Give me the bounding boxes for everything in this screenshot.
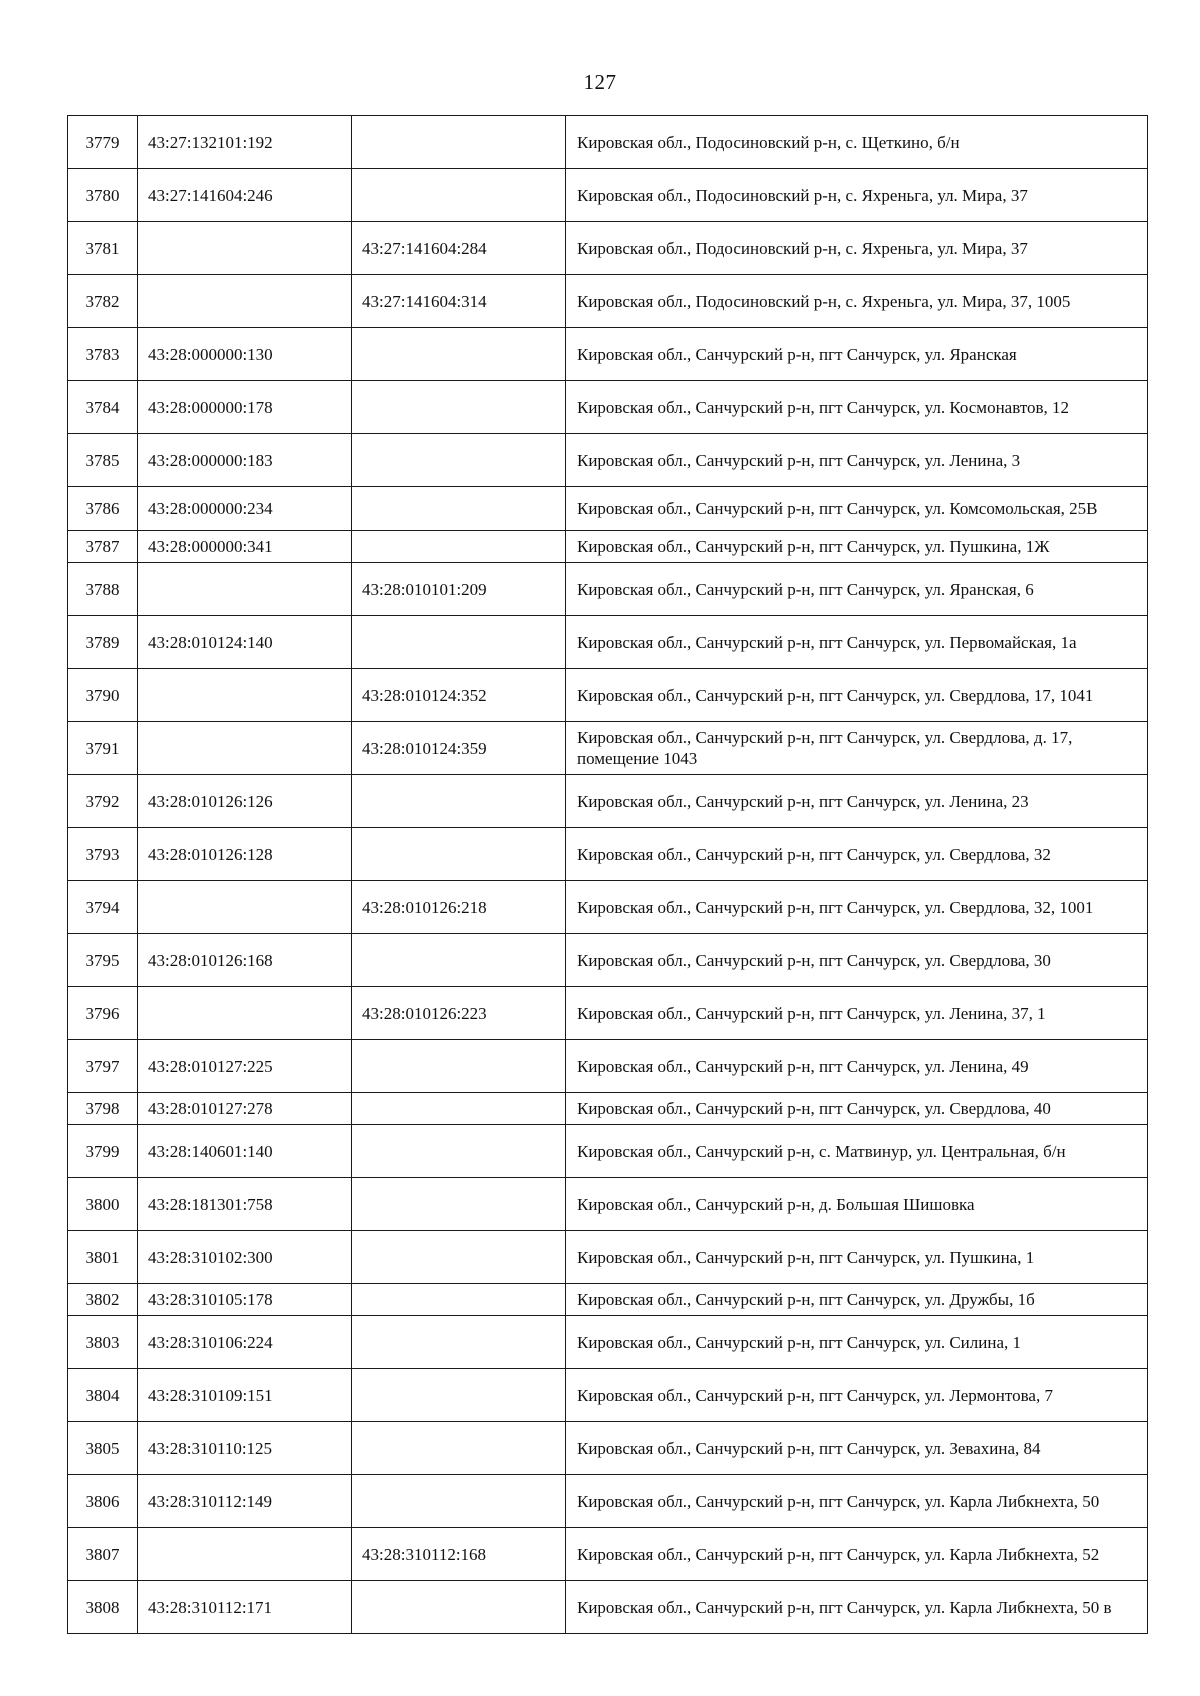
parcel-cadastral-number-cell: 43:28:000000:341 (138, 531, 352, 563)
table-row (68, 1475, 1148, 1528)
premise-cadastral-number-cell (352, 381, 566, 434)
table-row (68, 669, 1148, 722)
address-cell: Кировская обл., Санчурский р-н, пгт Санчурск, ул. Дружбы, 1б (566, 1284, 1148, 1316)
address-cell: Кировская обл., Санчурский р-н, пгт Санчурск, ул. Свердлова, 30 (566, 934, 1148, 987)
parcel-cadastral-number-cell: 43:28:310106:224 (138, 1316, 352, 1369)
row-number-cell: 3801 (68, 1231, 138, 1284)
address-cell: Кировская обл., Санчурский р-н, пгт Санчурск, ул. Ленина, 3 (566, 434, 1148, 487)
table-row (68, 828, 1148, 881)
row-number-cell: 3798 (68, 1093, 138, 1125)
row-number-cell: 3806 (68, 1475, 138, 1528)
row-number-cell: 3787 (68, 531, 138, 563)
address-cell: Кировская обл., Санчурский р-н, д. Большая Шишовка (566, 1178, 1148, 1231)
premise-cadastral-number-cell (352, 1316, 566, 1369)
row-number-cell: 3795 (68, 934, 138, 987)
address-cell: Кировская обл., Санчурский р-н, с. Матвинур, ул. Центральная, б/н (566, 1125, 1148, 1178)
address-cell: Кировская обл., Санчурский р-н, пгт Санчурск, ул. Карла Либкнехта, 50 (566, 1475, 1148, 1528)
premise-cadastral-number-cell (352, 116, 566, 169)
premise-cadastral-number-cell (352, 328, 566, 381)
row-number-cell: 3805 (68, 1422, 138, 1475)
parcel-cadastral-number-cell: 43:28:000000:130 (138, 328, 352, 381)
row-number-cell: 3779 (68, 116, 138, 169)
row-number-cell: 3786 (68, 487, 138, 531)
premise-cadastral-number-cell (352, 487, 566, 531)
row-number-cell: 3803 (68, 1316, 138, 1369)
row-number-cell: 3784 (68, 381, 138, 434)
premise-cadastral-number-cell: 43:28:010124:359 (352, 722, 566, 775)
parcel-cadastral-number-cell: 43:28:310112:149 (138, 1475, 352, 1528)
premise-cadastral-number-cell (352, 1369, 566, 1422)
address-cell: Кировская обл., Санчурский р-н, пгт Санчурск, ул. Первомайская, 1а (566, 616, 1148, 669)
row-number-cell: 3792 (68, 775, 138, 828)
parcel-cadastral-number-cell: 43:27:141604:246 (138, 169, 352, 222)
parcel-cadastral-number-cell: 43:28:010124:140 (138, 616, 352, 669)
property-register-table (67, 115, 1148, 1634)
premise-cadastral-number-cell (352, 775, 566, 828)
table-row (68, 1178, 1148, 1231)
row-number-cell: 3796 (68, 987, 138, 1040)
table-row (68, 616, 1148, 669)
row-number-cell: 3794 (68, 881, 138, 934)
table-row (68, 722, 1148, 775)
row-number-cell: 3788 (68, 563, 138, 616)
row-number-cell: 3785 (68, 434, 138, 487)
address-cell: Кировская обл., Санчурский р-н, пгт Санчурск, ул. Яранская, 6 (566, 563, 1148, 616)
address-cell: Кировская обл., Санчурский р-н, пгт Санчурск, ул. Карла Либкнехта, 50 в (566, 1581, 1148, 1634)
parcel-cadastral-number-cell: 43:27:132101:192 (138, 116, 352, 169)
page-number: 127 (583, 70, 617, 94)
premise-cadastral-number-cell (352, 531, 566, 563)
address-cell: Кировская обл., Санчурский р-н, пгт Санчурск, ул. Яранская (566, 328, 1148, 381)
row-number-cell: 3790 (68, 669, 138, 722)
address-cell: Кировская обл., Санчурский р-н, пгт Санчурск, ул. Свердлова, 32, 1001 (566, 881, 1148, 934)
address-cell: Кировская обл., Санчурский р-н, пгт Санчурск, ул. Свердлова, 40 (566, 1093, 1148, 1125)
premise-cadastral-number-cell (352, 1231, 566, 1284)
address-cell: Кировская обл., Подосиновский р-н, с. Яхреньга, ул. Мира, 37 (566, 169, 1148, 222)
parcel-cadastral-number-cell (138, 563, 352, 616)
premise-cadastral-number-cell (352, 1284, 566, 1316)
parcel-cadastral-number-cell: 43:28:000000:183 (138, 434, 352, 487)
table-row (68, 1231, 1148, 1284)
row-number-cell: 3793 (68, 828, 138, 881)
table-row (68, 934, 1148, 987)
row-number-cell: 3807 (68, 1528, 138, 1581)
table-row (68, 487, 1148, 531)
table-row (68, 275, 1148, 328)
parcel-cadastral-number-cell (138, 987, 352, 1040)
address-cell: Кировская обл., Санчурский р-н, пгт Санчурск, ул. Ленина, 49 (566, 1040, 1148, 1093)
table-row (68, 1369, 1148, 1422)
table-row (68, 222, 1148, 275)
premise-cadastral-number-cell: 43:28:010126:223 (352, 987, 566, 1040)
parcel-cadastral-number-cell: 43:28:000000:234 (138, 487, 352, 531)
table-row (68, 1422, 1148, 1475)
parcel-cadastral-number-cell: 43:28:000000:178 (138, 381, 352, 434)
parcel-cadastral-number-cell: 43:28:310110:125 (138, 1422, 352, 1475)
table-row (68, 775, 1148, 828)
address-cell: Кировская обл., Санчурский р-н, пгт Санчурск, ул. Космонавтов, 12 (566, 381, 1148, 434)
premise-cadastral-number-cell: 43:28:010101:209 (352, 563, 566, 616)
address-cell: Кировская обл., Санчурский р-н, пгт Санчурск, ул. Пушкина, 1 (566, 1231, 1148, 1284)
premise-cadastral-number-cell (352, 1581, 566, 1634)
premise-cadastral-number-cell (352, 828, 566, 881)
address-cell: Кировская обл., Санчурский р-н, пгт Санчурск, ул. Лермонтова, 7 (566, 1369, 1148, 1422)
parcel-cadastral-number-cell: 43:28:310105:178 (138, 1284, 352, 1316)
premise-cadastral-number-cell: 43:27:141604:314 (352, 275, 566, 328)
parcel-cadastral-number-cell: 43:28:140601:140 (138, 1125, 352, 1178)
premise-cadastral-number-cell: 43:27:141604:284 (352, 222, 566, 275)
parcel-cadastral-number-cell (138, 222, 352, 275)
table-row (68, 1125, 1148, 1178)
address-cell: Кировская обл., Санчурский р-н, пгт Санчурск, ул. Ленина, 37, 1 (566, 987, 1148, 1040)
row-number-cell: 3804 (68, 1369, 138, 1422)
table-row (68, 881, 1148, 934)
address-cell: Кировская обл., Подосиновский р-н, с. Щеткино, б/н (566, 116, 1148, 169)
table-row (68, 1581, 1148, 1634)
row-number-cell: 3800 (68, 1178, 138, 1231)
row-number-cell: 3799 (68, 1125, 138, 1178)
table-row (68, 1093, 1148, 1125)
row-number-cell: 3782 (68, 275, 138, 328)
table-row (68, 381, 1148, 434)
row-number-cell: 3789 (68, 616, 138, 669)
address-cell: Кировская обл., Санчурский р-н, пгт Санчурск, ул. Свердлова, д. 17, помещение 1043 (566, 722, 1148, 775)
table-row (68, 169, 1148, 222)
parcel-cadastral-number-cell (138, 722, 352, 775)
table-row (68, 328, 1148, 381)
table-row (68, 1040, 1148, 1093)
premise-cadastral-number-cell: 43:28:010126:218 (352, 881, 566, 934)
premise-cadastral-number-cell (352, 434, 566, 487)
table-row (68, 1284, 1148, 1316)
premise-cadastral-number-cell (352, 1040, 566, 1093)
address-cell: Кировская обл., Санчурский р-н, пгт Санчурск, ул. Карла Либкнехта, 52 (566, 1528, 1148, 1581)
parcel-cadastral-number-cell (138, 1528, 352, 1581)
address-cell: Кировская обл., Санчурский р-н, пгт Санчурск, ул. Свердлова, 32 (566, 828, 1148, 881)
premise-cadastral-number-cell: 43:28:010124:352 (352, 669, 566, 722)
row-number-cell: 3780 (68, 169, 138, 222)
parcel-cadastral-number-cell: 43:28:010126:168 (138, 934, 352, 987)
table-row (68, 434, 1148, 487)
premise-cadastral-number-cell (352, 1125, 566, 1178)
table-row (68, 1316, 1148, 1369)
parcel-cadastral-number-cell: 43:28:181301:758 (138, 1178, 352, 1231)
parcel-cadastral-number-cell: 43:28:310102:300 (138, 1231, 352, 1284)
premise-cadastral-number-cell (352, 1093, 566, 1125)
address-cell: Кировская обл., Санчурский р-н, пгт Санчурск, ул. Пушкина, 1Ж (566, 531, 1148, 563)
address-cell: Кировская обл., Санчурский р-н, пгт Санчурск, ул. Свердлова, 17, 1041 (566, 669, 1148, 722)
table-row (68, 1528, 1148, 1581)
parcel-cadastral-number-cell: 43:28:310109:151 (138, 1369, 352, 1422)
parcel-cadastral-number-cell: 43:28:010127:278 (138, 1093, 352, 1125)
table-row (68, 531, 1148, 563)
table-row (68, 563, 1148, 616)
address-cell: Кировская обл., Санчурский р-н, пгт Санчурск, ул. Зевахина, 84 (566, 1422, 1148, 1475)
premise-cadastral-number-cell (352, 934, 566, 987)
row-number-cell: 3781 (68, 222, 138, 275)
address-cell: Кировская обл., Подосиновский р-н, с. Яхреньга, ул. Мира, 37, 1005 (566, 275, 1148, 328)
row-number-cell: 3783 (68, 328, 138, 381)
premise-cadastral-number-cell (352, 169, 566, 222)
premise-cadastral-number-cell (352, 1475, 566, 1528)
parcel-cadastral-number-cell (138, 669, 352, 722)
table-row (68, 116, 1148, 169)
address-cell: Кировская обл., Санчурский р-н, пгт Санчурск, ул. Комсомольская, 25В (566, 487, 1148, 531)
address-cell: Кировская обл., Санчурский р-н, пгт Санчурск, ул. Ленина, 23 (566, 775, 1148, 828)
table-row (68, 987, 1148, 1040)
row-number-cell: 3797 (68, 1040, 138, 1093)
row-number-cell: 3808 (68, 1581, 138, 1634)
address-cell: Кировская обл., Подосиновский р-н, с. Яхреньга, ул. Мира, 37 (566, 222, 1148, 275)
premise-cadastral-number-cell (352, 616, 566, 669)
row-number-cell: 3791 (68, 722, 138, 775)
parcel-cadastral-number-cell: 43:28:010126:128 (138, 828, 352, 881)
premise-cadastral-number-cell: 43:28:310112:168 (352, 1528, 566, 1581)
parcel-cadastral-number-cell: 43:28:010127:225 (138, 1040, 352, 1093)
premise-cadastral-number-cell (352, 1178, 566, 1231)
parcel-cadastral-number-cell (138, 275, 352, 328)
parcel-cadastral-number-cell: 43:28:310112:171 (138, 1581, 352, 1634)
table-body (68, 116, 1148, 1634)
address-cell: Кировская обл., Санчурский р-н, пгт Санчурск, ул. Силина, 1 (566, 1316, 1148, 1369)
parcel-cadastral-number-cell (138, 881, 352, 934)
parcel-cadastral-number-cell: 43:28:010126:126 (138, 775, 352, 828)
row-number-cell: 3802 (68, 1284, 138, 1316)
premise-cadastral-number-cell (352, 1422, 566, 1475)
